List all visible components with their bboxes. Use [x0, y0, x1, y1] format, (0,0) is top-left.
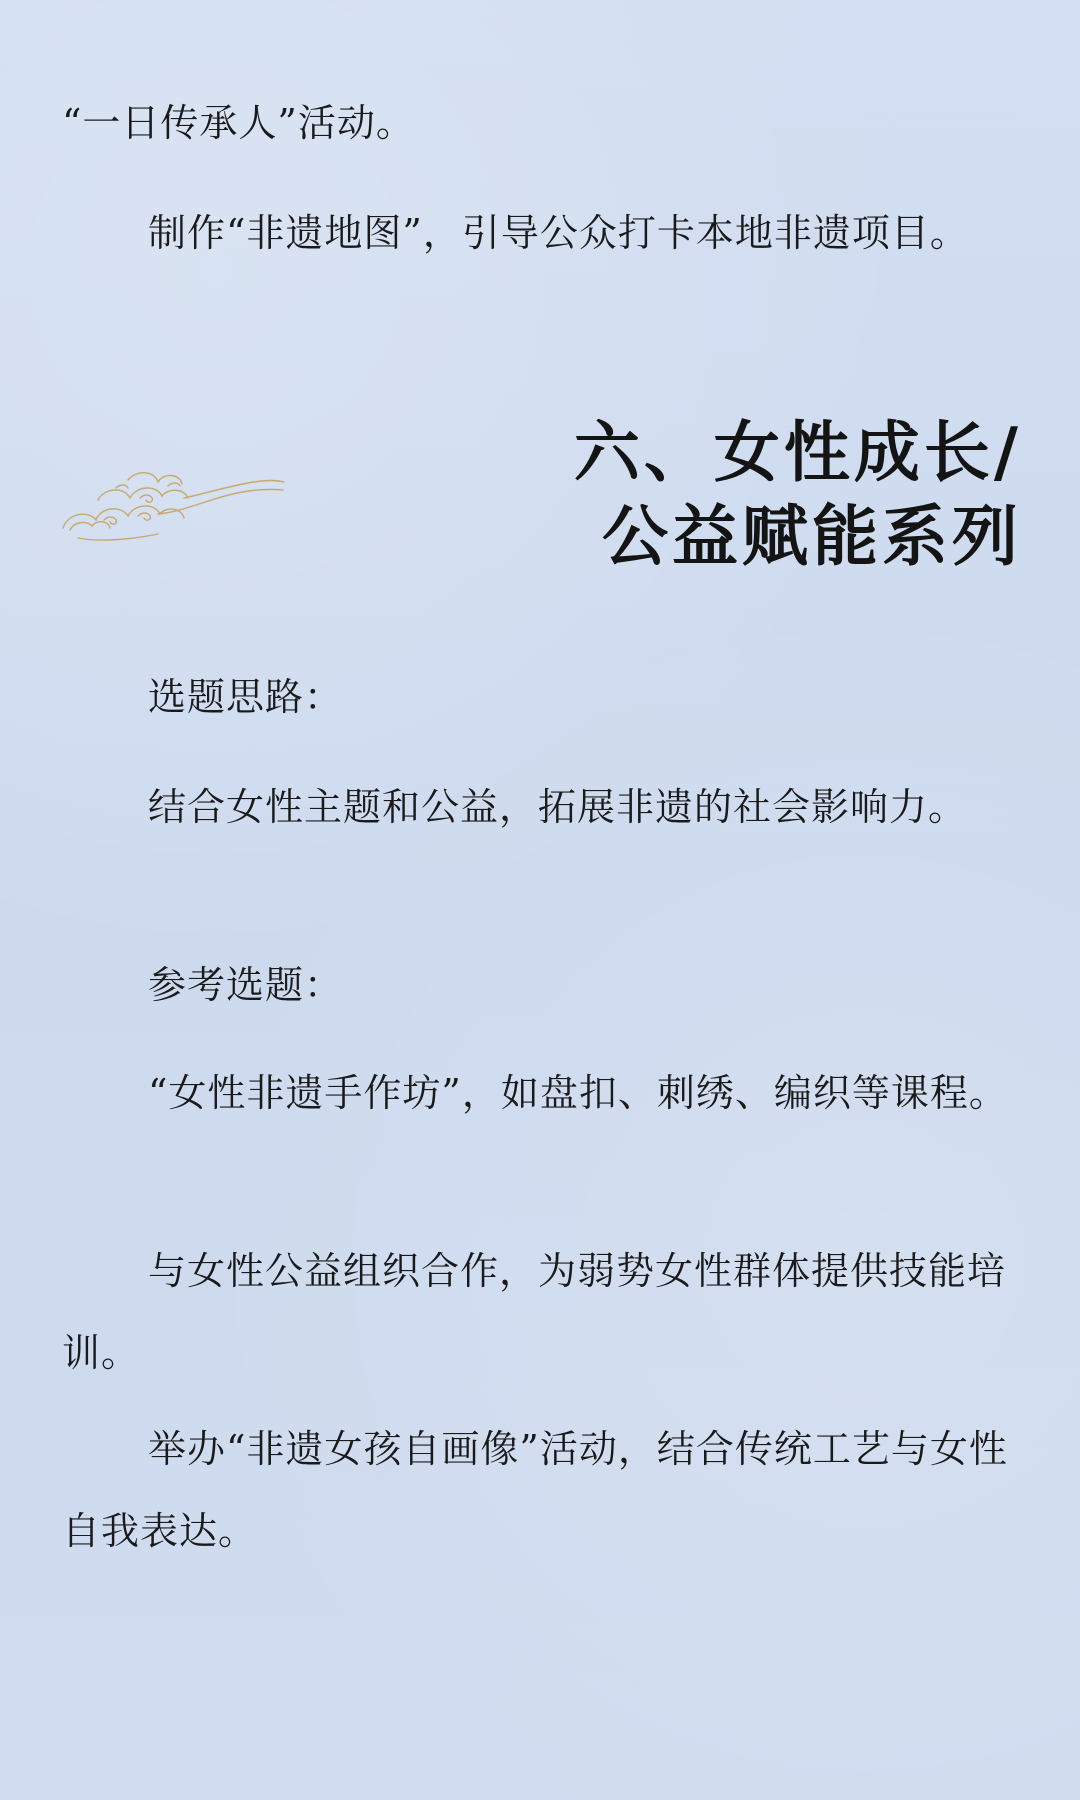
paragraph-continuation: “一日传承人”活动。: [62, 101, 415, 145]
section-heading-line-2: 公益赋能系列: [602, 497, 1022, 575]
paragraph-heritage-map: 制作“非遗地图”，引导公众打卡本地非遗项目。: [148, 211, 969, 255]
paragraph-workshop: “女性非遗手作坊”，如盘扣、刺绣、编织等课程。: [148, 1071, 1008, 1115]
paragraph-topic-idea-label: 选题思路：: [148, 675, 344, 719]
auspicious-cloud-icon: [58, 458, 288, 548]
section-heading-line-1: 六、女性成长/: [573, 413, 1022, 491]
paragraph-self-portrait: 举办“非遗女孩自画像”活动，结合传统工艺与女性自我表达。: [62, 1427, 1008, 1553]
paragraph-topic-idea: 结合女性主题和公益，拓展非遗的社会影响力。: [148, 785, 968, 829]
paragraph-reference-label: 参考选题：: [148, 963, 344, 1007]
paragraph-charity-cooperation: 与女性公益组织合作，为弱势女性群体提供技能培训。: [62, 1249, 1007, 1375]
section-heading: [322, 410, 1022, 578]
